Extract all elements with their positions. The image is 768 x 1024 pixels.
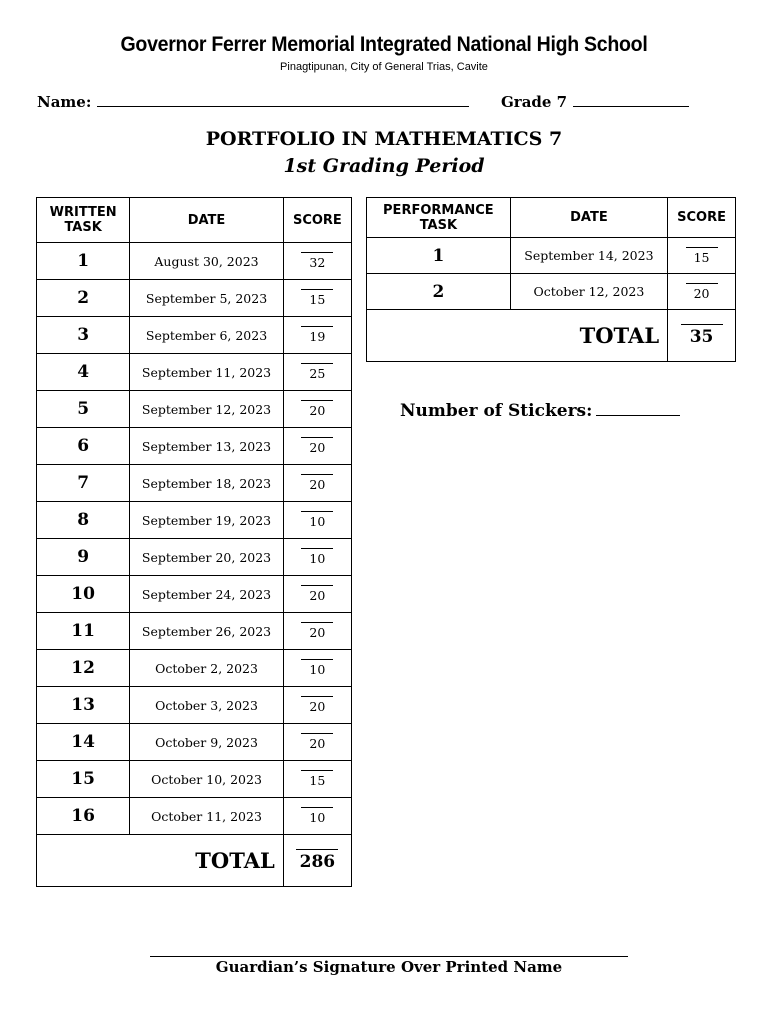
task-number: 8 bbox=[37, 502, 130, 539]
performance-total-label: TOTAL bbox=[367, 310, 668, 362]
task-number: 5 bbox=[37, 391, 130, 428]
written-row bbox=[37, 243, 352, 280]
grade-blank[interactable] bbox=[573, 92, 689, 107]
task-score bbox=[283, 354, 351, 391]
task-date: October 2, 2023 bbox=[130, 650, 283, 687]
written-row bbox=[37, 280, 352, 317]
task-score-value: 10 bbox=[309, 514, 326, 529]
task-score bbox=[283, 502, 351, 539]
task-score-value: 20 bbox=[309, 699, 326, 714]
written-row bbox=[37, 724, 352, 761]
task-date: August 30, 2023 bbox=[130, 243, 283, 280]
task-date: September 12, 2023 bbox=[130, 391, 283, 428]
task-number: 4 bbox=[37, 354, 130, 391]
written-total-score bbox=[283, 835, 351, 887]
performance-total-value: 35 bbox=[689, 327, 714, 347]
task-score bbox=[283, 280, 351, 317]
grade-field bbox=[501, 92, 689, 111]
task-score-value: 15 bbox=[309, 773, 326, 788]
task-number: 10 bbox=[37, 576, 130, 613]
task-score-value: 10 bbox=[309, 662, 326, 677]
performance-row bbox=[367, 274, 736, 310]
task-score bbox=[283, 650, 351, 687]
task-score bbox=[283, 391, 351, 428]
written-total-value: 286 bbox=[299, 852, 336, 872]
task-score-value: 10 bbox=[309, 810, 326, 825]
task-score-value: 25 bbox=[309, 366, 326, 381]
task-score bbox=[283, 576, 351, 613]
signature-label: Guardian’s Signature Over Printed Name bbox=[215, 958, 563, 976]
task-score-value: 10 bbox=[309, 551, 326, 566]
written-row bbox=[37, 576, 352, 613]
school-name: Governor Ferrer Memorial Integrated National High School bbox=[120, 33, 648, 56]
task-number: 6 bbox=[37, 428, 130, 465]
written-date-header: DATE bbox=[130, 198, 283, 243]
written-row bbox=[37, 317, 352, 354]
task-date: September 13, 2023 bbox=[130, 428, 283, 465]
task-score bbox=[283, 465, 351, 502]
task-date: September 19, 2023 bbox=[130, 502, 283, 539]
name-label: Name: bbox=[37, 93, 92, 111]
task-score bbox=[283, 687, 351, 724]
task-score bbox=[283, 539, 351, 576]
task-score-value: 20 bbox=[693, 285, 710, 301]
task-number: 7 bbox=[37, 465, 130, 502]
grade-label: Grade 7 bbox=[501, 93, 568, 111]
written-row bbox=[37, 761, 352, 798]
task-number: 11 bbox=[37, 613, 130, 650]
task-score-value: 20 bbox=[309, 440, 326, 455]
task-score bbox=[283, 798, 351, 835]
performance-row bbox=[367, 238, 736, 274]
task-date: October 9, 2023 bbox=[130, 724, 283, 761]
performance-total-score bbox=[668, 310, 736, 362]
written-task-table bbox=[36, 197, 352, 887]
task-score-value: 32 bbox=[309, 255, 326, 270]
task-score-value: 20 bbox=[309, 403, 326, 418]
task-score-value: 20 bbox=[309, 625, 326, 640]
task-number: 12 bbox=[37, 650, 130, 687]
portfolio-title: PORTFOLIO IN MATHEMATICS 7 bbox=[205, 128, 563, 150]
task-score-value: 15 bbox=[693, 249, 710, 265]
task-score bbox=[668, 238, 736, 274]
task-score-value: 20 bbox=[309, 588, 326, 603]
task-date: September 18, 2023 bbox=[130, 465, 283, 502]
task-date: October 10, 2023 bbox=[130, 761, 283, 798]
task-date: September 6, 2023 bbox=[130, 317, 283, 354]
name-field bbox=[37, 92, 469, 111]
written-row bbox=[37, 354, 352, 391]
task-number: 3 bbox=[37, 317, 130, 354]
task-date: September 11, 2023 bbox=[130, 354, 283, 391]
task-score bbox=[283, 317, 351, 354]
task-score-value: 15 bbox=[309, 292, 326, 307]
written-score-header: SCORE bbox=[283, 198, 351, 243]
task-score bbox=[283, 724, 351, 761]
name-blank[interactable] bbox=[97, 92, 469, 107]
task-date: September 24, 2023 bbox=[130, 576, 283, 613]
task-number: 1 bbox=[37, 243, 130, 280]
written-row bbox=[37, 391, 352, 428]
written-task-header: WRITTEN TASK bbox=[37, 198, 130, 243]
written-total-label: TOTAL bbox=[37, 835, 284, 887]
task-score-value: 19 bbox=[309, 329, 326, 344]
written-row bbox=[37, 687, 352, 724]
task-date: October 3, 2023 bbox=[130, 687, 283, 724]
task-number: 2 bbox=[367, 274, 511, 310]
task-number: 16 bbox=[37, 798, 130, 835]
task-score bbox=[668, 274, 736, 310]
written-row bbox=[37, 650, 352, 687]
school-address: Pinagtipunan, City of General Trias, Cavite bbox=[280, 61, 488, 73]
performance-date-header: DATE bbox=[510, 198, 667, 238]
task-score-value: 20 bbox=[309, 736, 326, 751]
task-number: 1 bbox=[367, 238, 511, 274]
task-score bbox=[283, 761, 351, 798]
written-row bbox=[37, 465, 352, 502]
task-number: 9 bbox=[37, 539, 130, 576]
task-score bbox=[283, 428, 351, 465]
task-date: September 20, 2023 bbox=[130, 539, 283, 576]
stickers-blank[interactable] bbox=[596, 401, 680, 416]
written-row bbox=[37, 539, 352, 576]
task-date: September 26, 2023 bbox=[130, 613, 283, 650]
signature-line[interactable] bbox=[150, 956, 628, 957]
task-number: 15 bbox=[37, 761, 130, 798]
written-row bbox=[37, 613, 352, 650]
task-number: 14 bbox=[37, 724, 130, 761]
written-row bbox=[37, 428, 352, 465]
written-row bbox=[37, 502, 352, 539]
performance-score-header: SCORE bbox=[668, 198, 736, 238]
grading-period: 1st Grading Period bbox=[283, 155, 485, 177]
task-date: September 5, 2023 bbox=[130, 280, 283, 317]
performance-task-table bbox=[366, 197, 736, 362]
performance-task-header: PERFORMANCE TASK bbox=[367, 198, 511, 238]
task-score bbox=[283, 243, 351, 280]
task-score-value: 20 bbox=[309, 477, 326, 492]
task-number: 13 bbox=[37, 687, 130, 724]
written-row bbox=[37, 798, 352, 835]
task-date: October 12, 2023 bbox=[510, 274, 667, 310]
stickers-field bbox=[400, 401, 680, 421]
stickers-label: Number of Stickers: bbox=[400, 401, 593, 421]
task-date: September 14, 2023 bbox=[510, 238, 667, 274]
task-number: 2 bbox=[37, 280, 130, 317]
task-date: October 11, 2023 bbox=[130, 798, 283, 835]
task-score bbox=[283, 613, 351, 650]
